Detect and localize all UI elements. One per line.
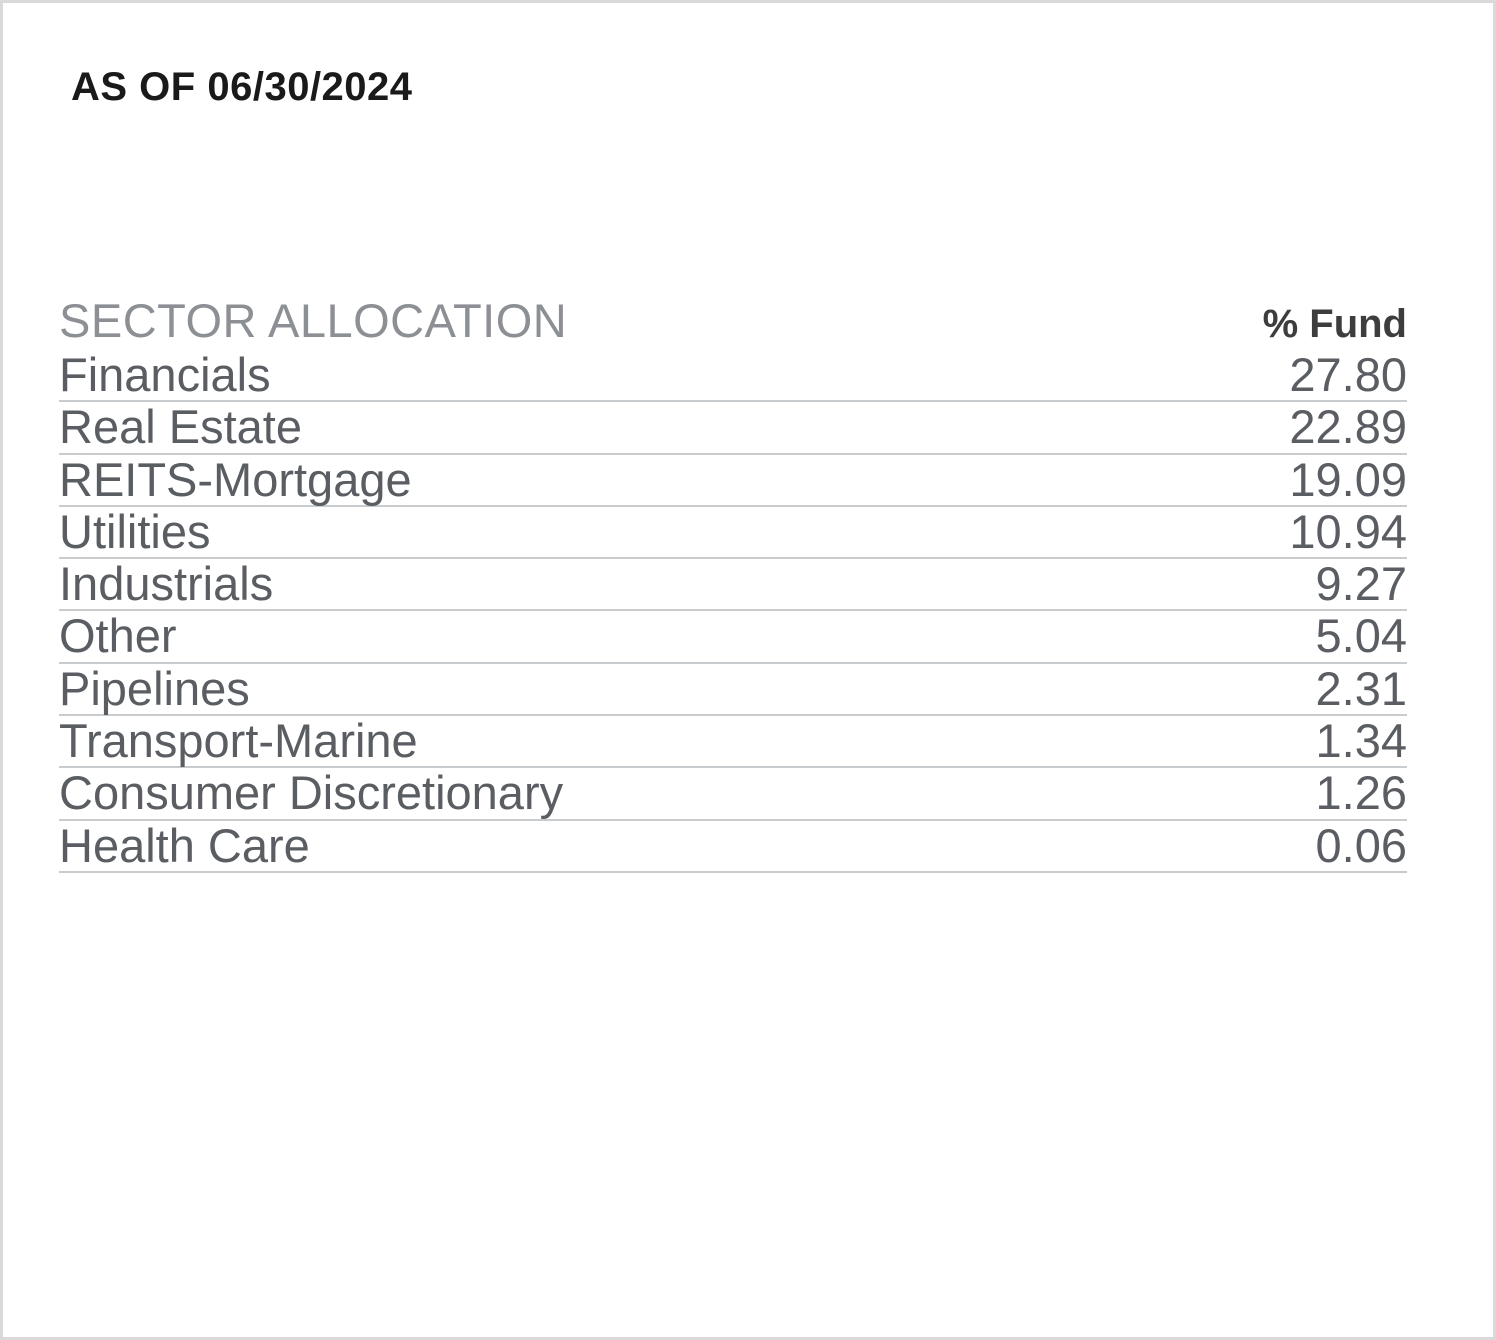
table-row [59,610,1407,662]
table-header-row [59,293,1407,348]
sector-percent: 22.89 [733,401,1407,453]
sector-percent: 9.27 [733,558,1407,610]
sector-name: Industrials [59,558,733,610]
sector-name: Consumer Discretionary [59,767,733,819]
sector-name: Real Estate [59,401,733,453]
as-of-date: AS OF 06/30/2024 [71,65,413,109]
table-row [59,558,1407,610]
sector-percent: 1.34 [733,715,1407,767]
table-title: SECTOR ALLOCATION [59,294,568,347]
sector-percent: 2.31 [733,663,1407,715]
table-row [59,663,1407,715]
table-row [59,454,1407,506]
sector-allocation-section [59,293,1407,873]
sector-name: Other [59,610,733,662]
sector-name: Health Care [59,820,733,872]
table-body [59,348,1407,872]
sector-percent: 5.04 [733,610,1407,662]
sector-name: Pipelines [59,663,733,715]
sector-name: Transport-Marine [59,715,733,767]
table-row [59,715,1407,767]
sector-percent: 19.09 [733,454,1407,506]
table-row [59,820,1407,872]
sector-percent: 1.26 [733,767,1407,819]
sector-name: REITS-Mortgage [59,454,733,506]
sector-percent: 0.06 [733,820,1407,872]
sector-percent: 10.94 [733,506,1407,558]
table-row [59,506,1407,558]
table-row [59,767,1407,819]
table-row [59,401,1407,453]
sector-allocation-table [59,293,1407,873]
sector-percent: 27.80 [733,348,1407,401]
sector-name: Utilities [59,506,733,558]
column-header-percent-fund: % Fund [1262,302,1407,346]
table-row [59,348,1407,401]
sector-name: Financials [59,348,733,401]
